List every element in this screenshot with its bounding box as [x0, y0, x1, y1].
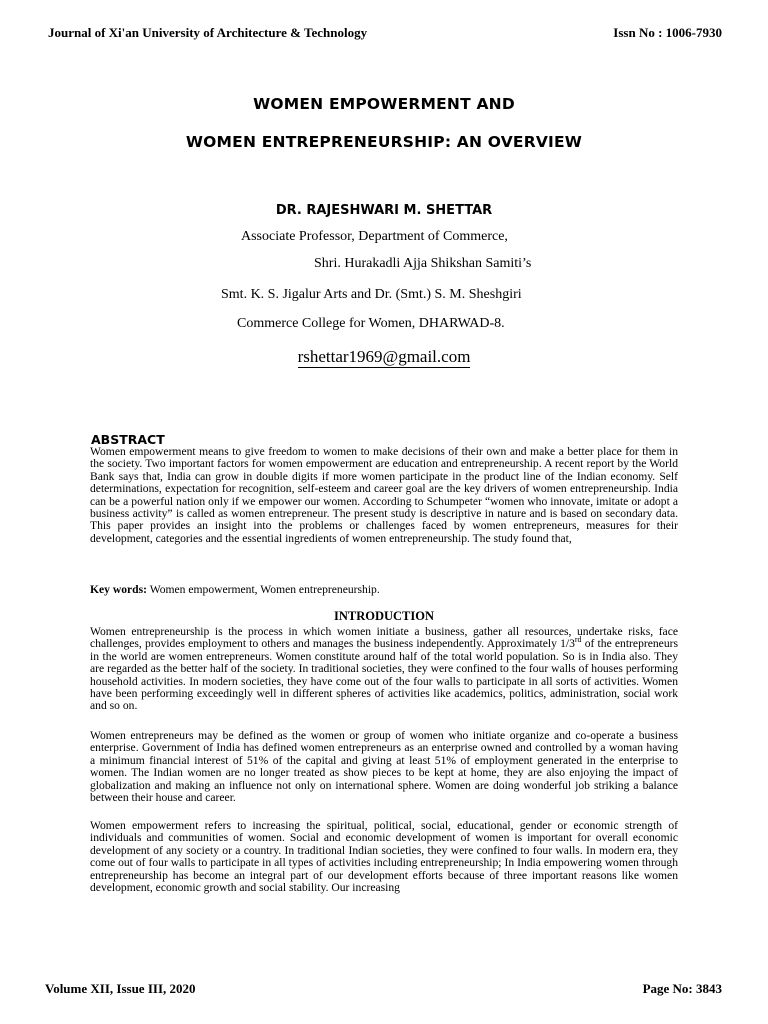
author-email[interactable]: rshettar1969@gmail.com — [297, 347, 471, 366]
keywords-label: Key words: — [90, 583, 147, 596]
superscript-rd: rd — [574, 635, 582, 645]
volume-issue: Volume XII, Issue III, 2020 — [45, 981, 196, 996]
author-email-link[interactable] — [0, 347, 768, 367]
introduction-paragraph-1 — [90, 626, 678, 713]
paper-title-line-1: WOMEN EMPOWERMENT AND — [253, 95, 515, 113]
paragraph-1-text-b: of the entrepreneurs in the world are women entrepreneurs. Women constitute around half of the total world population. So is in India also. They are regarded as the better half of the society. In traditional societies, they were confined to the four walls of houses performing household activities. In modern societies, they have come out of the four walls to participate in all sorts of activities. Women have been performing exceedingly well in different spheres of activities like academics, politics, administration, social work and so on. — [90, 637, 678, 713]
author-name: DR. RAJESHWARI M. SHETTAR — [275, 203, 493, 218]
affiliation-line-2: Shri. Hurakadli Ajja Shikshan Samiti’s — [314, 256, 532, 271]
page-number: Page No: 3843 — [642, 981, 722, 996]
introduction-paragraph-2: Women entrepreneurs may be defined as the women or group of women who initiate organize and co-operate a business enterprise. Government of India has defined women entrepreneurs as an enterprise owned and controlled by a woman having a minimum financial interest of 51% of the capital and giving at least 51% of employment generated in the enterprise to women. The Indian women are no longer treated as show pieces to be kept at home, they are also enjoying the impact of globalization and making an influence not only on international sphere. Women are doing wonderful job striking a balance between their house and career. — [90, 729, 678, 805]
keywords-line — [90, 583, 380, 596]
introduction-heading: INTRODUCTION — [333, 609, 434, 623]
introduction-paragraph-3: Women empowerment refers to increasing the spiritual, political, social, educational, gender or economic strength of individuals and communities of women. Social and economic development of women is important for overall economic development of any society or a country. In traditional Indian societies, they were confined to four walls. In modern era, they come out of four walls to participate in all types of activities including entrepreneurship; In India empowering women through entrepreneurship has become an integral part of our development efforts because of three important reasons like women development, economic growth and social stability. Our increasing — [90, 819, 678, 895]
paper-title-line-2: WOMEN ENTREPRENEURSHIP: AN OVERVIEW — [185, 133, 583, 151]
issn-number: Issn No : 1006-7930 — [613, 25, 722, 40]
affiliation-line-3: Smt. K. S. Jigalur Arts and Dr. (Smt.) S. M. Sheshgiri — [221, 287, 522, 302]
affiliation-line-4: Commerce College for Women, DHARWAD-8. — [237, 316, 505, 331]
abstract-heading: ABSTRACT — [91, 432, 165, 447]
journal-name: Journal of Xi'an University of Architecture & Technology — [48, 25, 368, 40]
affiliation-line-1: Associate Professor, Department of Commerce, — [241, 229, 508, 244]
paragraph-1-text-a: Women entrepreneurship is the process in which women initiate a business, gather all resources, undertake risks, face challenges, provides employment to others and manages the business independently. Approximately 1/3 — [90, 625, 678, 651]
abstract-text: Women empowerment means to give freedom to women to make decisions of their own and make a better place for them in the society. Two important factors for women empowerment are education and entrepreneurship. A recent report by the World Bank says that, India can grow in double digits if more women participate in the product line of the Indian economy. Self determinations, expectation for recognition, self-esteem and career goal are the key drivers of women entrepreneurship. India can be a powerful nation only if we empower our women. According to Schumpeter “women who innovate, imitate or adopt a business activity” is called as women entrepreneur. The present study is descriptive in nature and is based on secondary data. This paper provides an insight into the problems or challenges faced by women entrepreneurs, measures for their development, categories and the essential ingredients of women entrepreneurship. The study found that, — [90, 445, 678, 545]
keywords-value: Women empowerment, Women entrepreneurship. — [147, 583, 380, 596]
